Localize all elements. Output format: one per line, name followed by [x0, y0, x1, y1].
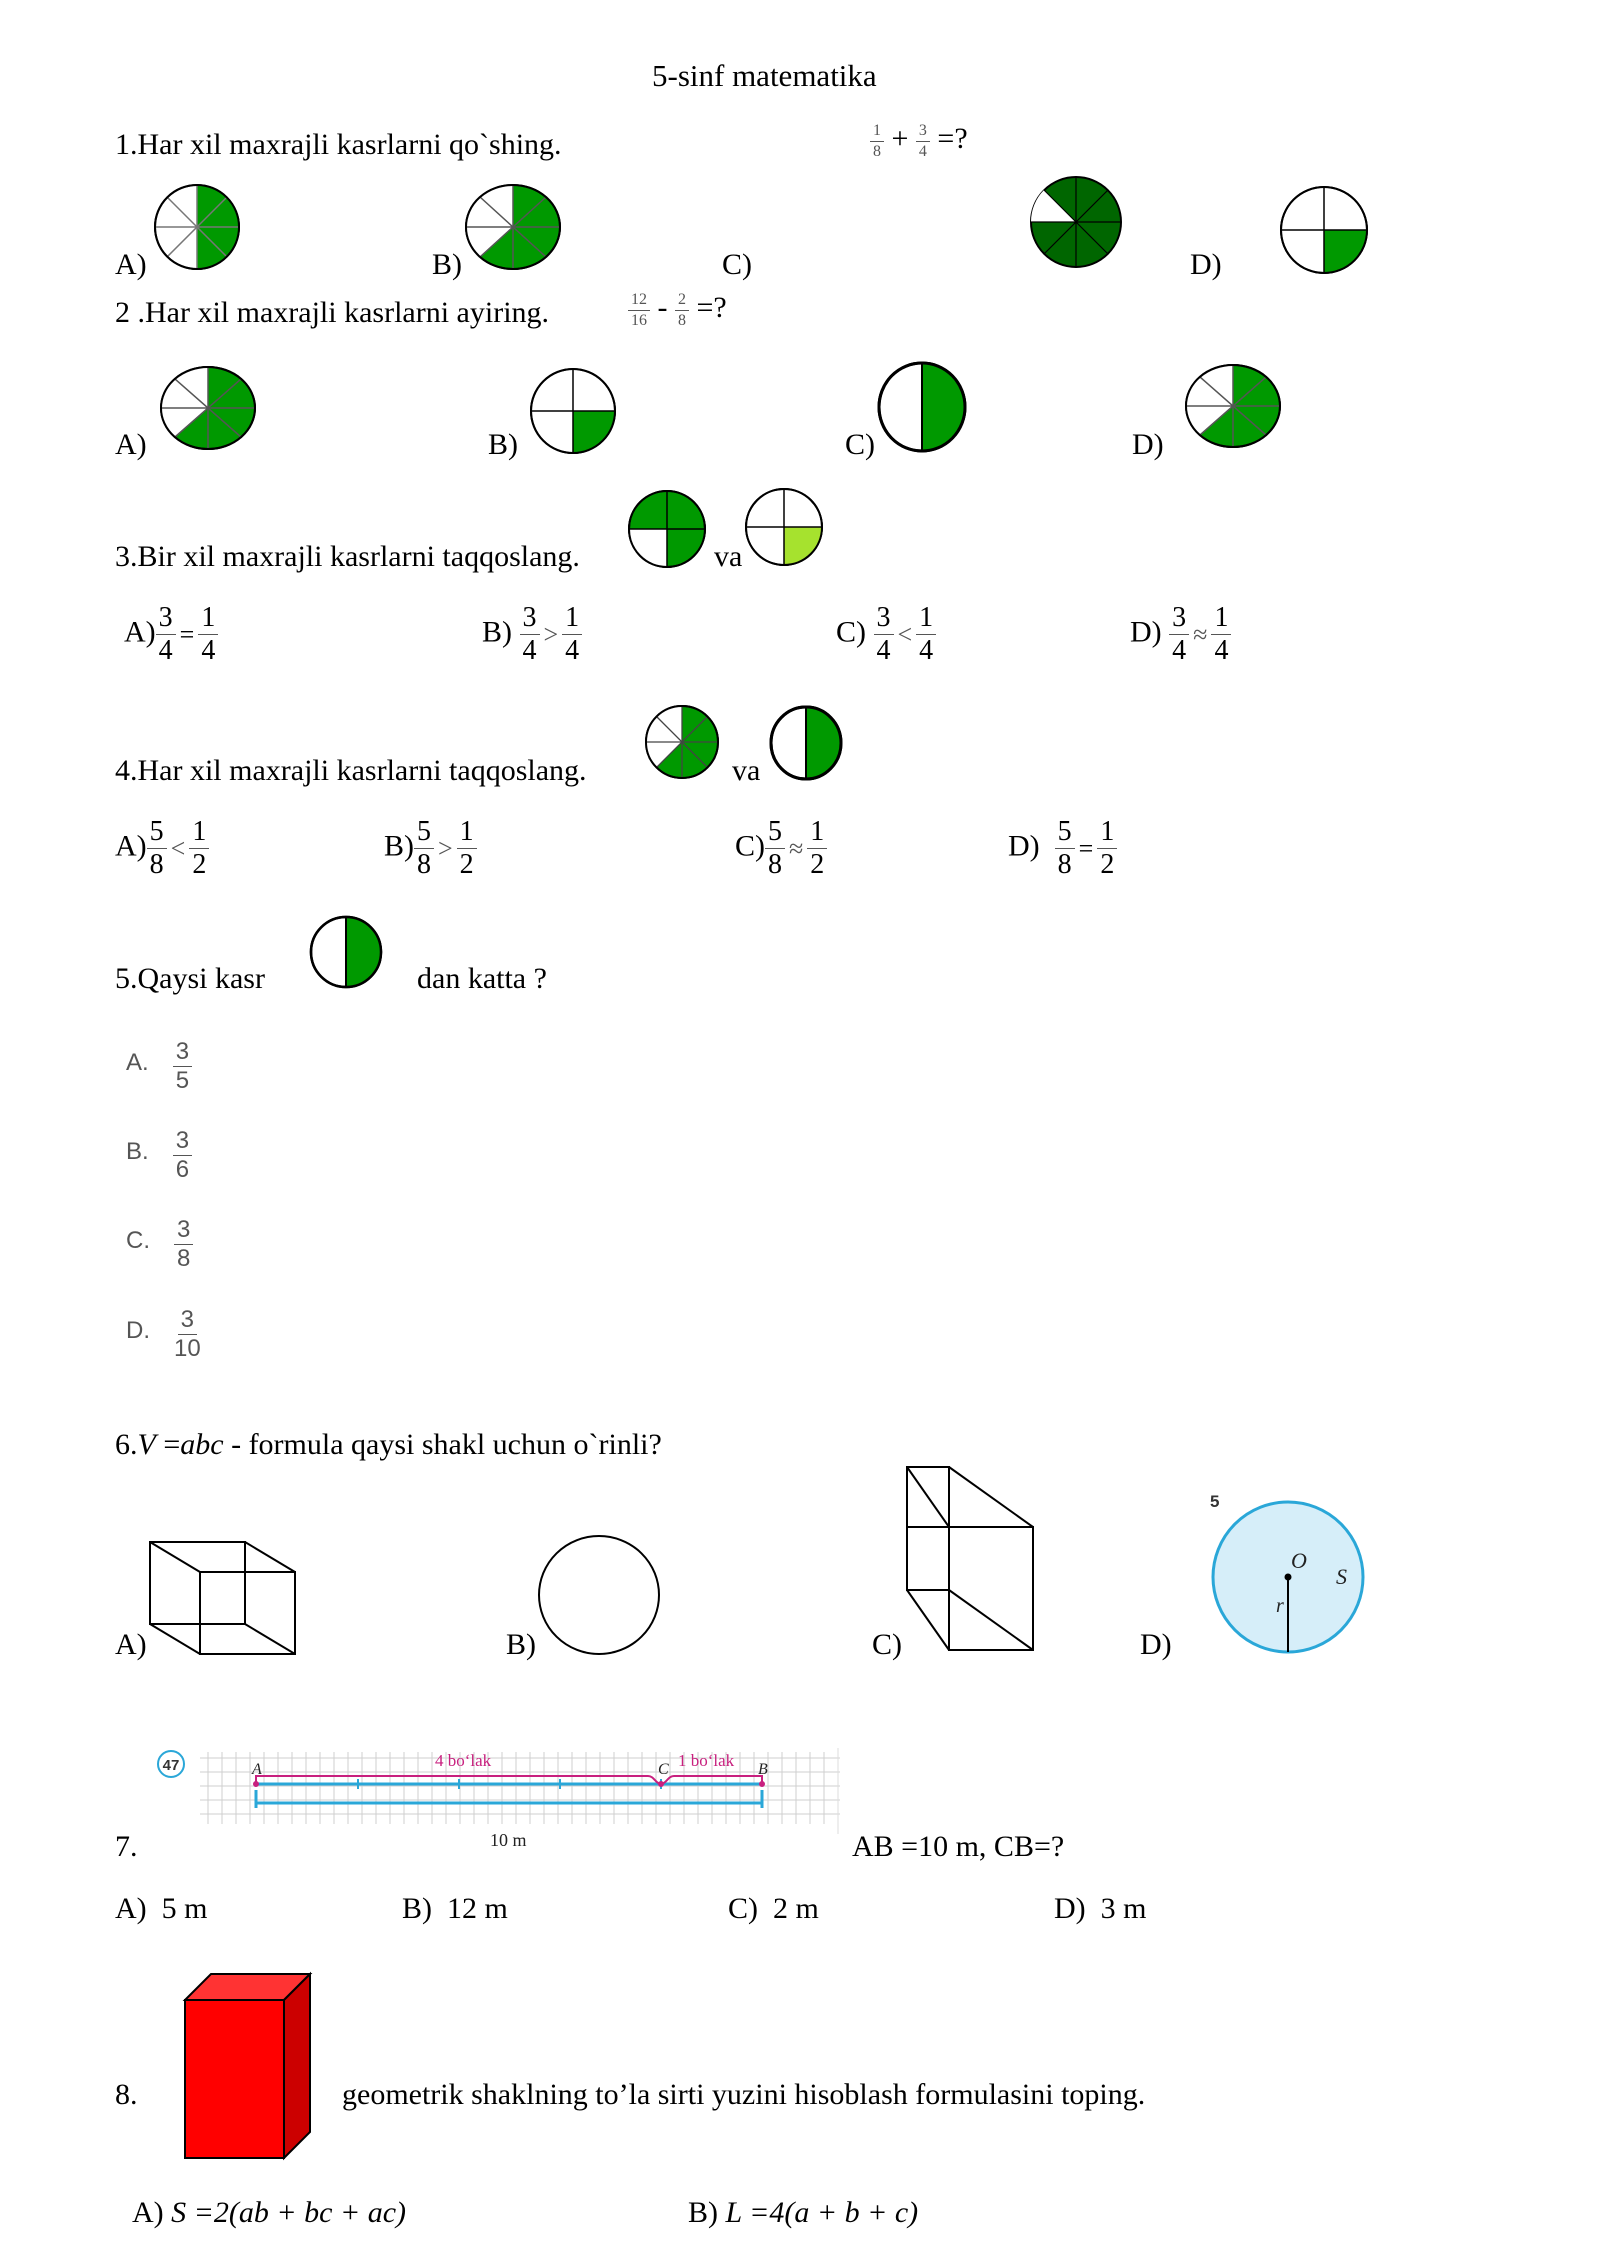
fraction: $\frac{3}{4}$	[874, 604, 894, 665]
q7-option-c[interactable]: C) 2 m	[728, 1892, 819, 1925]
q2-option-c-pie	[878, 362, 970, 457]
q7-number: 7.	[115, 1830, 138, 1863]
q6-option-a-cuboid	[148, 1540, 298, 1655]
fraction: $\frac{3}{4}$	[156, 604, 176, 665]
q6-option-b-circle	[538, 1535, 663, 1657]
q1-expression	[870, 122, 968, 160]
fraction: $\frac{1}{2}$	[457, 818, 477, 879]
fraction: $\frac{12}{16}$	[628, 292, 650, 329]
q2-text: 2 .Har xil maxrajli kasrlarni ayiring.	[115, 296, 550, 329]
q2-option-a-pie	[160, 365, 260, 455]
point-b-label: B	[758, 1761, 768, 1778]
q5-option-b[interactable]: B. $\frac{3}{6}$	[126, 1129, 192, 1182]
equals-question: =?	[696, 291, 727, 324]
q2-label-d[interactable]: D)	[1132, 428, 1164, 461]
one-part-label: 1 bo‘lak	[678, 1751, 735, 1770]
q6-option-d-circle-figure	[1200, 1490, 1375, 1665]
fraction: $\frac{1}{4}$	[198, 604, 218, 665]
fraction: $\frac{3}{6}$	[173, 1129, 192, 1182]
q2-label-a[interactable]: A)	[115, 428, 147, 461]
q2-label-b[interactable]: B)	[488, 428, 518, 461]
q5-pie-half	[310, 916, 385, 991]
q7-option-b[interactable]: B) 12 m	[402, 1892, 508, 1925]
q1-label-d[interactable]: D)	[1190, 248, 1222, 281]
fraction: $\frac{3}{8}$	[174, 1218, 193, 1271]
q6-option-c-prism	[905, 1465, 1035, 1655]
fraction: $\frac{1}{4}$	[916, 604, 936, 665]
fraction: $\frac{5}{8}$	[765, 818, 785, 879]
q6-label-c[interactable]: C)	[872, 1628, 902, 1661]
q2-option-b-pie	[530, 368, 620, 458]
fraction: $\frac{3}{4}$	[1169, 604, 1189, 665]
fraction: $\frac{3}{10}$	[174, 1306, 201, 1362]
q4-text: 4.Har xil maxrajli kasrlarni taqqoslang.	[115, 754, 587, 787]
q1-option-a-pie	[155, 182, 245, 272]
q8-number: 8.	[115, 2078, 138, 2111]
q4-pie-five-eighths	[645, 705, 725, 785]
q5-option-d[interactable]: D. $\frac{3}{10}$	[126, 1306, 201, 1362]
point-c-label: C	[658, 1761, 669, 1778]
q7-question: AB =10 m, CB=?	[852, 1830, 1065, 1863]
center-label: O	[1291, 1548, 1307, 1573]
q3-pie-three-quarters	[628, 490, 708, 570]
q5-text-after: dan katta ?	[417, 962, 547, 995]
fraction: $\frac{3}{5}$	[173, 1040, 192, 1093]
q3-option-d[interactable]: D) $\frac{3}{4}$ ≈ $\frac{1}{4}$	[1130, 604, 1231, 665]
q3-option-a[interactable]: A) $\frac{3}{4}$ = $\frac{1}{4}$	[124, 604, 218, 665]
area-label: S	[1336, 1564, 1347, 1589]
q2-label-c[interactable]: C)	[845, 428, 875, 461]
q4-option-a[interactable]: A) $\frac{5}{8}$ < $\frac{1}{2}$	[115, 818, 209, 879]
fraction: $\frac{1}{2}$	[1097, 818, 1117, 879]
fraction: $\frac{1}{4}$	[1211, 604, 1231, 665]
q8-option-b[interactable]: B) L =4(a + b + c)	[688, 2196, 919, 2229]
q5-text-before: 5.Qaysi kasr	[115, 962, 265, 995]
q8-text: geometrik shaklning to’la sirti yuzini hisoblash formulasini toping.	[342, 2078, 1146, 2111]
q7-option-d[interactable]: D) 3 m	[1054, 1892, 1147, 1925]
q1-option-b-pie	[465, 182, 565, 272]
q1-option-d-pie	[1280, 186, 1375, 281]
q8-red-cuboid	[183, 1972, 313, 2162]
fraction: $\frac{1}{2}$	[189, 818, 209, 879]
q4-va: va	[732, 754, 761, 787]
q7-option-a[interactable]: A) 5 m	[115, 1892, 208, 1925]
fraction: $\frac{5}{8}$	[147, 818, 167, 879]
fraction: $\frac{3}{4}$	[916, 123, 930, 160]
q5-option-a[interactable]: A. $\frac{3}{5}$	[126, 1040, 192, 1093]
q3-text: 3.Bir xil maxrajli kasrlarni taqqoslang.	[115, 540, 580, 573]
q2-option-d-pie	[1185, 363, 1285, 453]
q4-option-d[interactable]: D) $\frac{5}{8}$ = $\frac{1}{2}$	[1008, 818, 1117, 879]
q2-expression	[628, 291, 727, 329]
four-parts-label: 4 bo‘lak	[435, 1751, 492, 1770]
q4-option-c[interactable]: C) $\frac{5}{8}$ ≈ $\frac{1}{2}$	[735, 818, 827, 879]
q1-label-a[interactable]: A)	[115, 248, 147, 281]
q3-pie-one-quarter	[745, 488, 825, 568]
length-label: 10 m	[490, 1830, 527, 1850]
q1-label-c[interactable]: C)	[722, 248, 752, 281]
q6-label-a[interactable]: A)	[115, 1628, 147, 1661]
page-title: 5-sinf matematika	[652, 58, 877, 93]
fraction: $\frac{1}{4}$	[562, 604, 582, 665]
q6-label-d[interactable]: D)	[1140, 1628, 1172, 1661]
point-a-label: A	[252, 1761, 262, 1778]
q1-option-c-pie	[1030, 176, 1125, 271]
fraction: $\frac{3}{4}$	[520, 604, 540, 665]
operator: -	[657, 291, 668, 324]
q4-pie-half	[770, 706, 845, 786]
q5-option-c[interactable]: C. $\frac{3}{8}$	[126, 1218, 193, 1271]
q3-option-b[interactable]: B) $\frac{3}{4}$ > $\frac{1}{4}$	[482, 604, 582, 665]
q6-text: 6.V =abc - formula qaysi shakl uchun o`rinli?	[115, 1428, 662, 1461]
fraction: $\frac{2}{8}$	[675, 292, 689, 329]
badge-number: 5	[1210, 1492, 1220, 1511]
q1-label-b[interactable]: B)	[432, 248, 462, 281]
operator: +	[891, 122, 909, 155]
q1-text: 1.Har xil maxrajli kasrlarni qo`shing.	[115, 128, 562, 161]
fraction: $\frac{5}{8}$	[414, 818, 434, 879]
q6-label-b[interactable]: B)	[506, 1628, 536, 1661]
equals-question: =?	[937, 122, 968, 155]
q3-option-c[interactable]: C) $\frac{3}{4}$ < $\frac{1}{4}$	[836, 604, 936, 665]
fraction: $\frac{1}{8}$	[870, 123, 884, 160]
fraction: $\frac{1}{2}$	[807, 818, 827, 879]
radius-label: r	[1276, 1595, 1284, 1617]
fraction: $\frac{5}{8}$	[1055, 818, 1075, 879]
q4-option-b[interactable]: B) $\frac{5}{8}$ > $\frac{1}{2}$	[384, 818, 477, 879]
q7-segment-figure	[150, 1744, 845, 1854]
q8-option-a[interactable]: A) S =2(ab + bc + ac)	[132, 2196, 406, 2229]
q3-va: va	[714, 540, 743, 573]
badge-number: 47	[162, 1757, 180, 1774]
